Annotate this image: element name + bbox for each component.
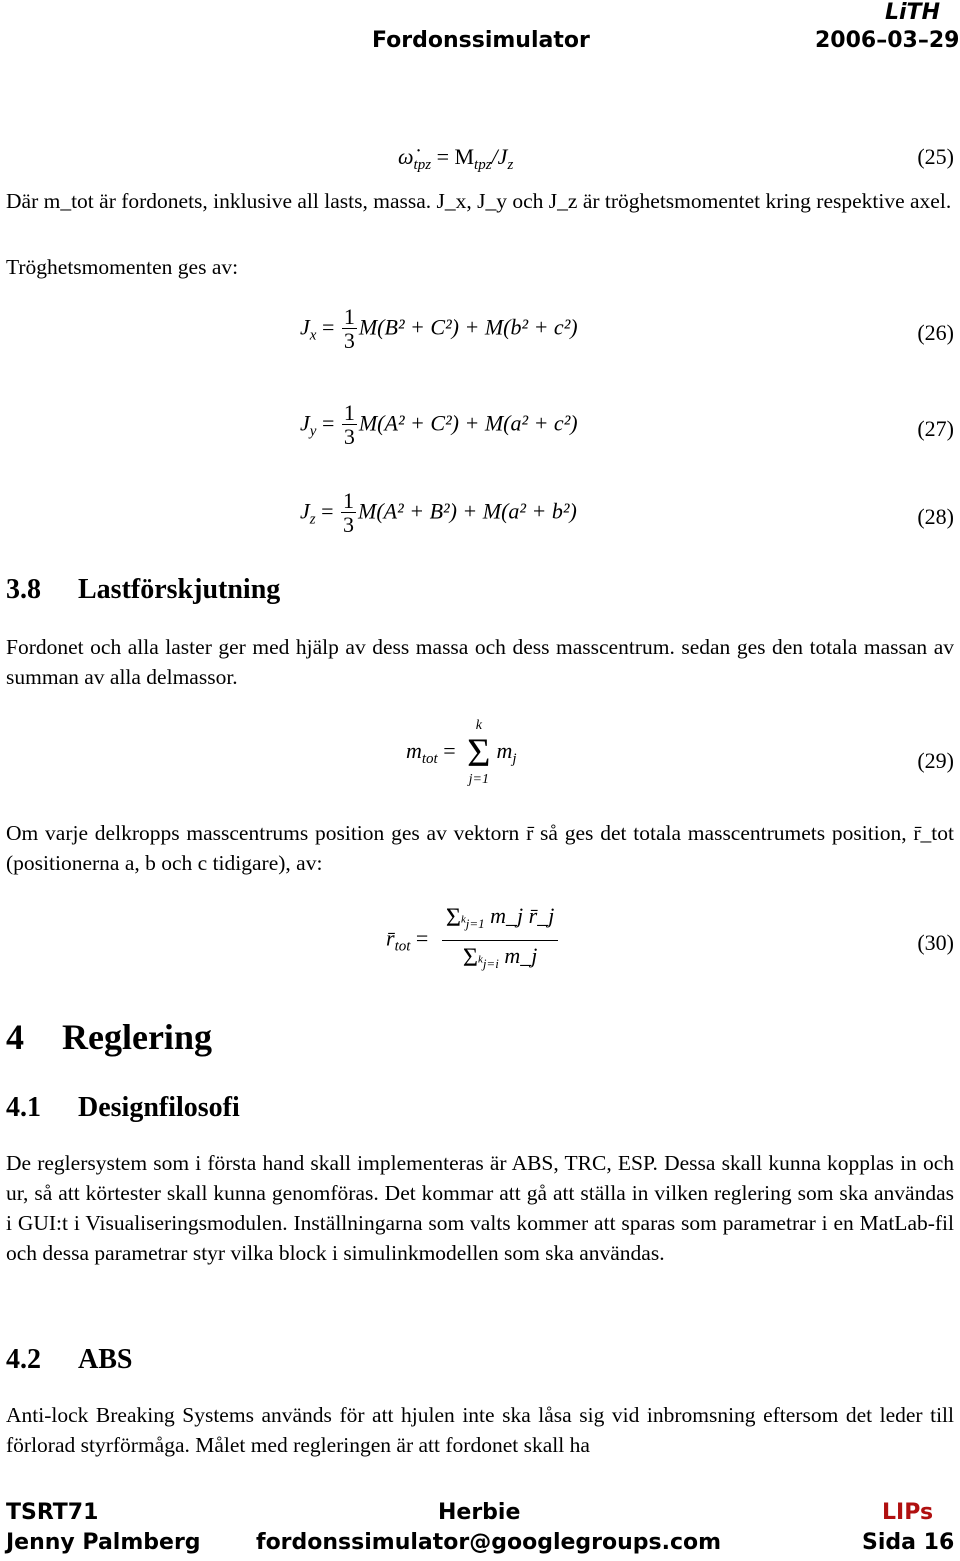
footer-course: TSRT71 bbox=[6, 1500, 99, 1525]
eq26-frac-den: 3 bbox=[343, 328, 355, 353]
eq27-fraction bbox=[342, 402, 357, 449]
section-4-1-heading bbox=[6, 1092, 240, 1124]
paragraph-inertia-p2: Tröghetsmomenten ges av: bbox=[6, 255, 239, 279]
equation-30: $r̄_{tot}$ = $\Sigma_{^kj=1}$ m_j r̄_j $\Sigma_{^kj=i}$ m_j bbox=[386, 902, 558, 979]
section-4-number: 4 bbox=[6, 1017, 24, 1057]
paragraph-mass: Fordonet och alla laster ger med hjälp av dess massa och dess masscentrum. sedan ges den totala massan av summan av alla delmassor. bbox=[6, 635, 954, 689]
section-4-heading bbox=[6, 1016, 212, 1058]
eq28-frac-den: 3 bbox=[343, 512, 355, 537]
equation-25 bbox=[398, 144, 513, 174]
equation-28: $J_z$ = $\frac{1}{3}$ M(A² + B²) + M(a² + b²) bbox=[300, 488, 577, 537]
eq27-number: (27) bbox=[917, 416, 954, 441]
eq29-term-sub: j bbox=[512, 751, 517, 768]
eq30-numerator: $\Sigma_{^kj=1}$ m_j r̄_j bbox=[442, 902, 559, 941]
eq26-lhs-sub: x bbox=[309, 327, 317, 344]
eq30-lhs-sub: tot bbox=[394, 938, 411, 955]
footer-author: Jenny Palmberg bbox=[6, 1530, 201, 1555]
eq25-rhs: = M bbox=[436, 144, 475, 169]
eq28-lhs-sub: z bbox=[309, 511, 316, 528]
eq30-num-lower: j=1 bbox=[465, 916, 485, 931]
section-4-2-heading bbox=[6, 1344, 132, 1376]
eq29-sum-upper: k bbox=[475, 718, 482, 733]
eq30-num-upper: k bbox=[460, 913, 466, 926]
eq26-number: (26) bbox=[917, 320, 954, 345]
header-title: Fordonssimulator bbox=[372, 28, 590, 53]
eq30-den-upper: k bbox=[478, 953, 483, 966]
eq28-lhs: J bbox=[300, 498, 310, 524]
eq29-number: (29) bbox=[917, 748, 954, 773]
eq25-rest: /J bbox=[491, 144, 508, 169]
eq30-denominator: $\Sigma_{^kj=i}$ m_j bbox=[462, 943, 538, 972]
footer-project: Herbie bbox=[438, 1500, 521, 1525]
eq25-number: (25) bbox=[917, 144, 954, 169]
eq29-lhs-sub: tot bbox=[421, 751, 438, 768]
section-3-8-title: Lastförskjutning bbox=[78, 574, 281, 605]
eq26-body: M(B² + C²) + M(b² + c²) bbox=[358, 314, 578, 340]
paragraph-design: De reglersystem som i första hand skall implementeras är ABS, TRC, ESP. Dessa skall kunna kopplas in och ur, så att körtester skall kunna genomföras. Det kommar att gå att ställa in vilken reglering som ska användas i GUI:t i Visualiseringsmodulen. Inställningarna som valts kommer att sparas som parametrar i en MatLab-fil och dessa parametrar styr vilka block i simulinkmodellen som ska användas. bbox=[6, 1151, 954, 1265]
eq27-frac-den: 3 bbox=[343, 424, 355, 449]
eq27-frac-num: 1 bbox=[343, 400, 355, 425]
section-4-2-title: ABS bbox=[78, 1344, 133, 1375]
eq30-number: (30) bbox=[917, 930, 954, 955]
eq28-frac-num: 1 bbox=[343, 488, 355, 513]
eq30-fraction bbox=[442, 902, 559, 979]
section-4-title: Reglering bbox=[62, 1017, 212, 1057]
section-4-1-title: Designfilosofi bbox=[78, 1092, 240, 1123]
eq26-frac-num: 1 bbox=[343, 304, 355, 329]
eq27-body: M(A² + C²) + M(a² + c²) bbox=[358, 410, 578, 436]
eq30-den-lower: j=i bbox=[482, 956, 499, 971]
eq27-lhs: J bbox=[300, 410, 310, 436]
paragraph-abs: Anti-lock Breaking Systems används för att hjulen inte ska låsa sig vid inbromsning eftersom det leder till förlorad styrförmåga. Målet med regleringen är att fordonet skall ha bbox=[6, 1403, 954, 1457]
eq29-lhs: m bbox=[406, 738, 422, 764]
eq27-lhs-sub: y bbox=[309, 423, 317, 440]
paragraph-inertia bbox=[6, 186, 954, 216]
eq25-lhs: ω̇ bbox=[398, 144, 414, 169]
footer-page: Sida 16 bbox=[862, 1530, 955, 1555]
eq29-sum: k Σ j=1 bbox=[467, 718, 491, 787]
equation-27: $J_y$ = $\frac{1}{3}$ M(A² + C²) + M(a² + c²) bbox=[300, 400, 578, 449]
eq29-term: m bbox=[496, 738, 513, 764]
paragraph-inertia-p1: Där m_tot är fordonets, inklusive all lasts, massa. J_x, J_y och J_z är tröghetsmomentet kring respektive axel. bbox=[6, 189, 952, 213]
footer-lips-logo: LIPs bbox=[882, 1500, 934, 1525]
equation-26: $J_x$ = $\frac{1}{3}$ M(B² + C²) + M(b² + c²) bbox=[300, 304, 578, 353]
header-date: 2006–03–29 bbox=[815, 28, 960, 53]
footer-email: fordonssimulator@googlegroups.com bbox=[256, 1530, 722, 1555]
eq30-den-term: m_j bbox=[504, 943, 538, 968]
eq25-rhs-sub: tpz bbox=[474, 157, 492, 173]
eq28-number: (28) bbox=[917, 504, 954, 529]
section-4-1-number: 4.1 bbox=[6, 1092, 41, 1123]
eq25-rest-sub: z bbox=[507, 157, 514, 173]
eq26-fraction bbox=[342, 306, 357, 353]
eq26-lhs: J bbox=[300, 314, 310, 340]
eq28-fraction bbox=[341, 490, 356, 537]
header-logo: LiTH bbox=[885, 0, 940, 25]
section-4-2-number: 4.2 bbox=[6, 1344, 41, 1375]
eq28-body: M(A² + B²) + M(a² + b²) bbox=[358, 498, 577, 524]
eq29-sum-lower: j=1 bbox=[468, 772, 489, 787]
section-3-8-number: 3.8 bbox=[6, 574, 41, 605]
eq30-num-term: m_j r̄_j bbox=[490, 903, 555, 928]
eq25-lhs-sub: tpz bbox=[413, 157, 432, 173]
section-3-8-heading bbox=[6, 574, 280, 606]
equation-29: $m_{tot}$ = k Σ j=1 $m_j$ bbox=[406, 718, 517, 787]
eq30-lhs: r̄ bbox=[386, 925, 395, 951]
paragraph-masscenter: Om varje delkropps masscentrums position ges av vektorn r̄ så ges det totala masscentrumets position, r̄_tot (positionerna a, b och c tidigare), av: bbox=[6, 821, 954, 875]
